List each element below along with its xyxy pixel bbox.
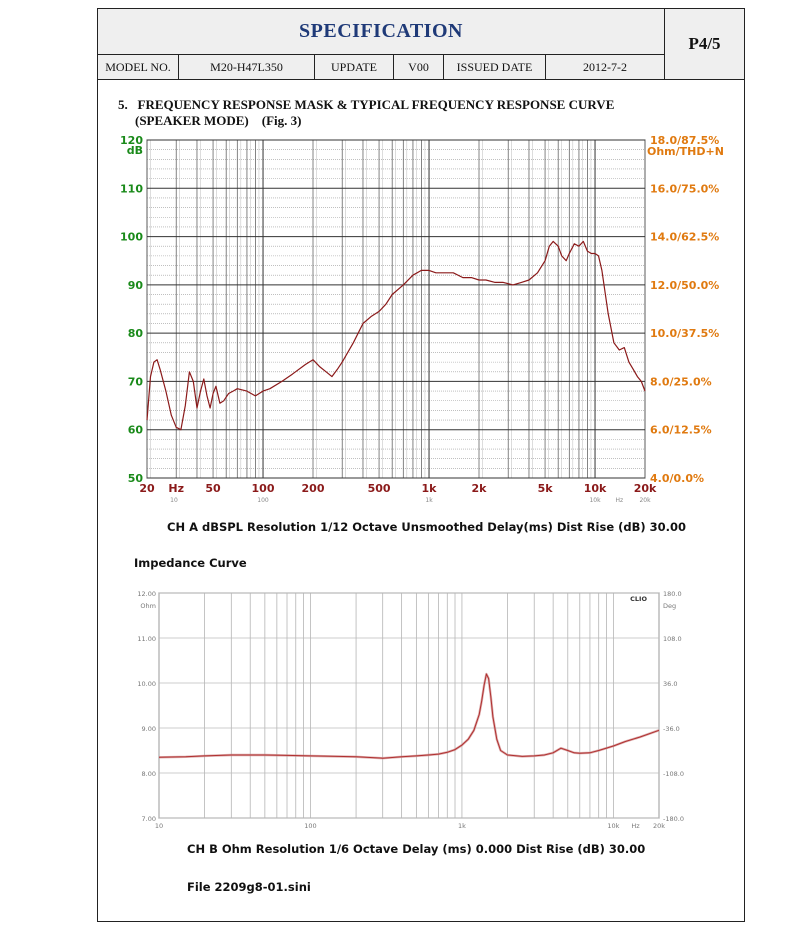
y2-tick-label: 6.0/12.5% xyxy=(650,423,712,437)
y-tick-label: 120 xyxy=(120,134,143,147)
x-sub-tick-label: 10 xyxy=(170,497,178,504)
section-number: 5. xyxy=(118,97,128,112)
update-label: UPDATE xyxy=(314,54,394,80)
file-name: File 2209g8-01.sini xyxy=(187,880,311,894)
y2-tick-label: -108.0 xyxy=(663,770,684,778)
x-tick-label: 20k xyxy=(633,482,657,495)
x-tick-label: 10k xyxy=(607,822,620,830)
y-axis-unit: dB xyxy=(126,144,143,157)
x-tick-label: 1k xyxy=(457,822,466,830)
model-label: MODEL NO. xyxy=(97,54,179,80)
brand-mark: CLIO xyxy=(630,595,647,603)
y-tick-label: 7.00 xyxy=(141,815,156,823)
impedance-chart xyxy=(0,578,800,838)
y-tick-label: 110 xyxy=(120,182,143,196)
impedance-chart-caption: CH B Ohm Resolution 1/6 Octave Delay (ms) 0.000 Dist Rise (dB) 30.00 xyxy=(187,842,646,856)
y2-tick-label: 36.0 xyxy=(663,680,678,688)
spec-title: SPECIFICATION xyxy=(97,8,665,55)
x-sub-tick-label: 10k xyxy=(589,497,601,504)
y-tick-label: 9.00 xyxy=(141,725,156,733)
x-sub-tick-label: 1k xyxy=(425,497,433,504)
x-sub-tick-label: 100 xyxy=(257,497,269,504)
figure-reference: (Fig. 3) xyxy=(261,113,302,128)
y-tick-label: 70 xyxy=(127,375,143,389)
y-tick-label: 90 xyxy=(127,278,143,292)
y-tick-label: 8.00 xyxy=(141,770,156,778)
x-tick-label: 200 xyxy=(301,482,325,495)
impedance-title: Impedance Curve xyxy=(134,556,247,570)
update-value: V00 xyxy=(393,54,444,80)
frequency-chart-caption: CH A dBSPL Resolution 1/12 Octave Unsmoothed Delay(ms) Dist Rise (dB) 30.00 xyxy=(167,520,687,534)
x-tick-label: 20 xyxy=(139,482,155,495)
x-sub-unit: Hz xyxy=(615,497,624,504)
section-subtitle: (SPEAKER MODE) xyxy=(135,113,249,128)
y-tick-label: 10.00 xyxy=(137,680,156,688)
plot-area xyxy=(159,593,659,818)
y-tick-label: 100 xyxy=(120,230,143,244)
x-tick-label: 5k xyxy=(537,482,553,495)
y2-tick-label: 180.0 xyxy=(663,590,682,598)
x-tick-label: 500 xyxy=(367,482,391,495)
x-sub-tick-label: 20k xyxy=(639,497,651,504)
y-tick-label: 11.00 xyxy=(137,635,156,643)
x-axis-unit: Hz xyxy=(168,482,185,495)
x-tick-label: 100 xyxy=(251,482,275,495)
section-title-text: FREQUENCY RESPONSE MASK & TYPICAL FREQUENCY RESPONSE CURVE xyxy=(137,97,615,112)
issued-date-value: 2012-7-2 xyxy=(545,54,665,80)
page-number: P4/5 xyxy=(664,8,745,80)
y2-tick-label: 12.0/50.0% xyxy=(650,278,720,292)
x-tick-label: 20k xyxy=(652,822,666,830)
y2-tick-label: 18.0/87.5% xyxy=(650,134,720,147)
y-tick-label: 60 xyxy=(127,423,143,437)
x-tick-label: 10k xyxy=(583,482,607,495)
y2-tick-label: -36.0 xyxy=(663,725,680,733)
y-axis-unit: Ohm xyxy=(140,602,156,610)
y2-tick-label: 16.0/75.0% xyxy=(650,182,720,196)
y2-tick-label: 8.0/25.0% xyxy=(650,375,712,389)
x-tick-label: 2k xyxy=(471,482,487,495)
y2-tick-label: 108.0 xyxy=(663,635,682,643)
x-axis-unit: Hz xyxy=(631,822,640,830)
y2-tick-label: -180.0 xyxy=(663,815,684,823)
x-tick-label: 1k xyxy=(421,482,437,495)
x-tick-label: 50 xyxy=(205,482,221,495)
model-value: M20-H47L350 xyxy=(178,54,315,80)
y2-tick-label: 4.0/0.0% xyxy=(650,472,705,485)
y-tick-label: 50 xyxy=(127,472,143,485)
x-tick-label: 100 xyxy=(304,822,317,830)
y2-axis-unit: Ohm/THD+N xyxy=(647,145,724,158)
y-tick-label: 80 xyxy=(127,327,143,341)
y2-tick-label: 10.0/37.5% xyxy=(650,327,720,341)
y-tick-label: 12.00 xyxy=(137,590,156,598)
y2-axis-unit: Deg xyxy=(663,602,677,610)
issued-date-label: ISSUED DATE xyxy=(443,54,546,80)
x-tick-label: 10 xyxy=(154,822,164,830)
y2-tick-label: 14.0/62.5% xyxy=(650,230,720,244)
plot-area xyxy=(147,140,645,478)
